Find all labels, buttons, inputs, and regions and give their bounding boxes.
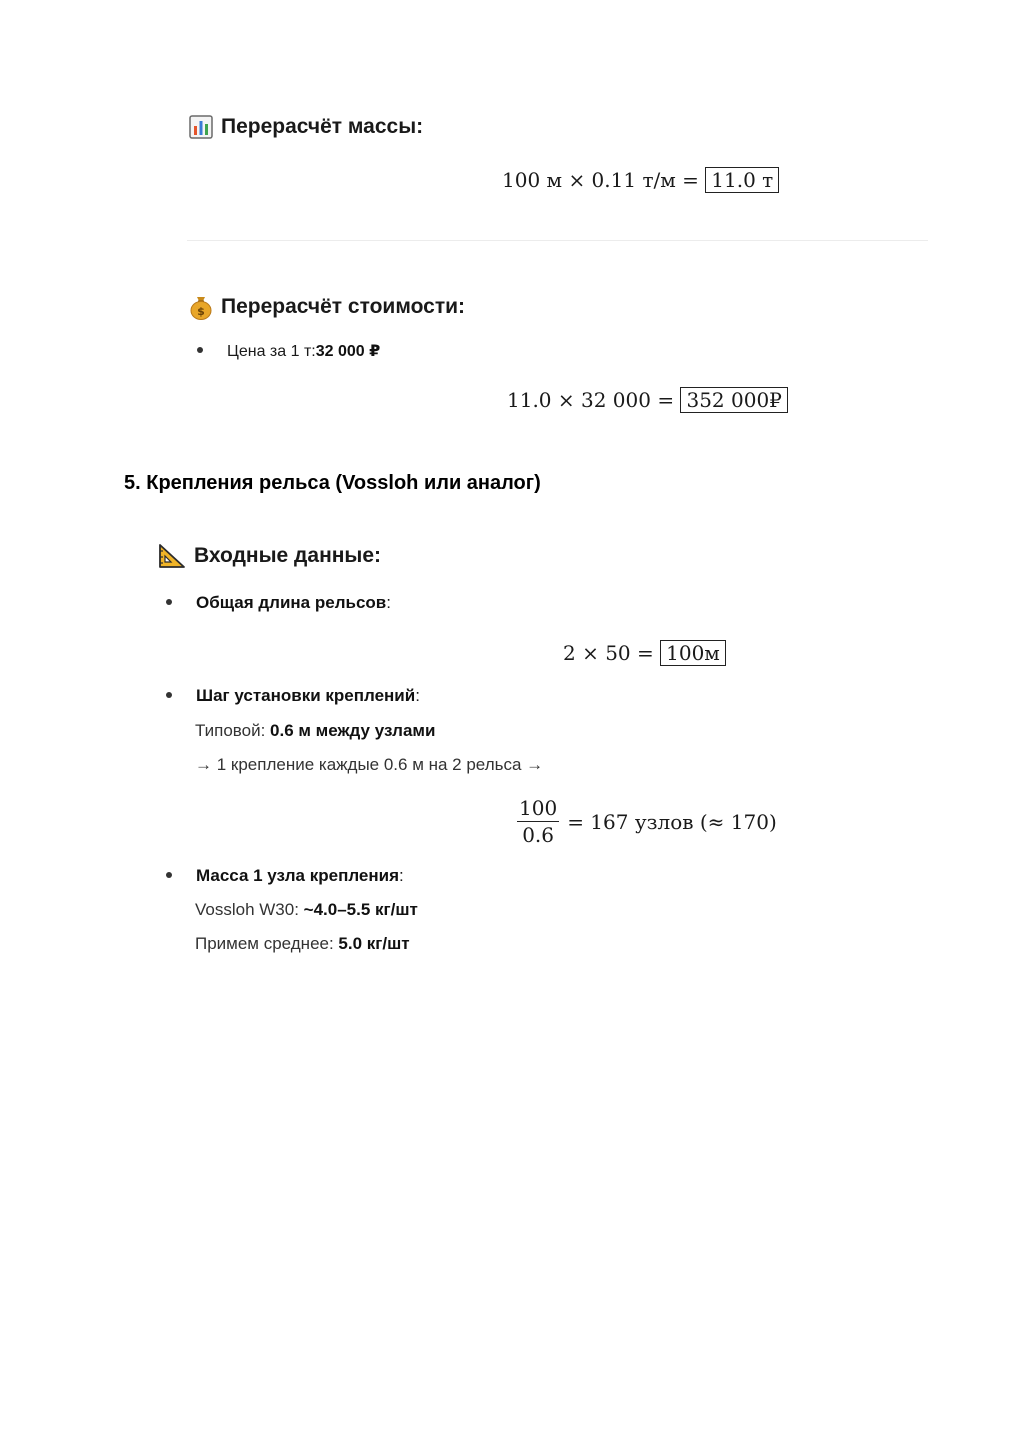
triangle-ruler-icon: [158, 543, 186, 569]
inputs-heading: [158, 543, 381, 569]
rails-length-colon: :: [386, 593, 391, 612]
node-mass-line1: [195, 900, 418, 920]
rails-formula: [563, 640, 726, 666]
node-mass-bullet: [166, 866, 404, 886]
mass-formula-left: 100 м × 0.11 т/м =: [502, 168, 699, 192]
cost-formula-result: 352 000₽: [680, 387, 787, 413]
nodes-formula: [517, 795, 777, 848]
step-note-line: → 1 крепление каждые 0.6 м на 2 рельса →: [195, 755, 544, 774]
mass-heading-text: Перерасчёт массы:: [221, 115, 424, 138]
fraction-denominator: 0.6: [522, 823, 554, 847]
node-mass-line1-prefix: Vossloh W30:: [195, 900, 304, 919]
mass-formula: [502, 167, 779, 193]
step-colon: :: [415, 686, 420, 705]
rails-length-bullet: [166, 593, 391, 613]
node-mass-line1-value: ~4.0–5.5 кг/шт: [303, 900, 418, 919]
node-mass-line2-value: 5.0 кг/шт: [338, 934, 410, 953]
node-mass-label: Масса 1 узла крепления: [196, 866, 400, 885]
price-label: Цена за 1 т:: [227, 343, 316, 360]
step-typical-prefix: Типовой:: [195, 721, 271, 740]
rails-length-label: Общая длина рельсов: [196, 593, 387, 612]
nodes-result: = 167 узлов (≈ 170): [567, 809, 777, 834]
cost-formula-left: 11.0 × 32 000 =: [507, 388, 675, 412]
section-divider: [187, 240, 928, 241]
fraction-numerator: 100: [519, 796, 558, 820]
cost-heading-text: Перерасчёт стоимости:: [221, 295, 466, 318]
mass-formula-result: 11.0 т: [705, 167, 779, 193]
node-mass-colon: :: [399, 866, 404, 885]
svg-text:$: $: [197, 305, 205, 318]
price-bullet: [197, 341, 380, 361]
bar-chart-icon: [189, 115, 213, 139]
money-bag-icon: [189, 294, 213, 320]
step-typical-line: [195, 721, 435, 741]
bullet-dot: [166, 599, 172, 605]
step-label: Шаг установки креплений: [196, 686, 416, 705]
bullet-dot: [166, 872, 172, 878]
node-mass-line2-prefix: Примем среднее:: [195, 934, 339, 953]
step-bullet: [166, 686, 420, 706]
node-mass-line2: [195, 934, 410, 954]
bullet-dot: [166, 692, 172, 698]
mass-heading: [189, 115, 423, 139]
nodes-fraction: [517, 795, 559, 848]
rails-formula-result: 100м: [660, 640, 726, 666]
cost-formula: [507, 387, 788, 413]
step-typical-value: 0.6 м между узлами: [270, 721, 436, 740]
inputs-heading-text: Входные данные:: [194, 544, 382, 567]
bullet-dot: [197, 347, 203, 353]
cost-heading: [189, 294, 465, 320]
price-value: 32 000 ₽: [315, 343, 381, 360]
section-5-title: 5. Крепления рельса (Vossloh или аналог): [124, 472, 541, 494]
rails-formula-left: 2 × 50 =: [563, 641, 654, 665]
